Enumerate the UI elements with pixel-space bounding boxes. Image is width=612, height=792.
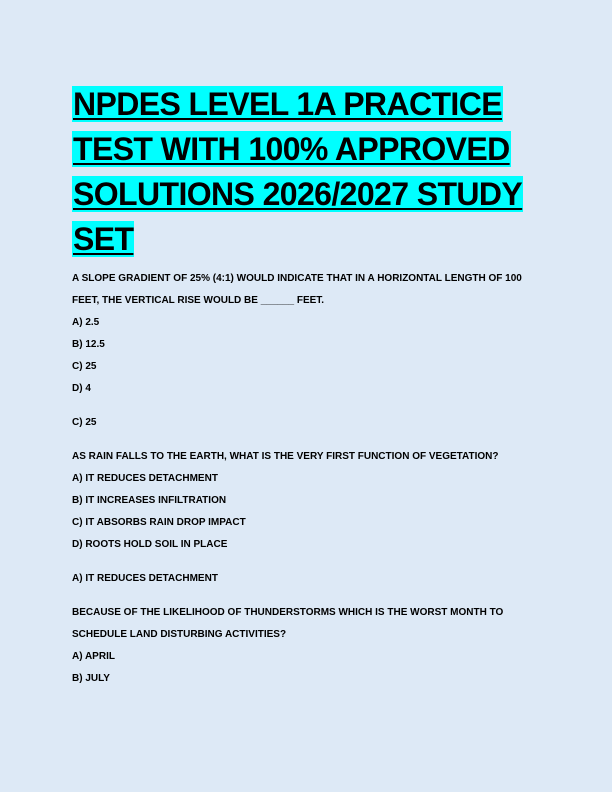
answer-option: A) APRIL <box>72 651 115 662</box>
page-title: NPDES LEVEL 1A PRACTICE TEST WITH 100% APPROVED SOLUTIONS 2026/2027 STUDY SET <box>73 86 523 257</box>
answer-option: B) JULY <box>72 673 110 684</box>
question-block <box>72 268 534 446</box>
answer-option: B) 12.5 <box>72 339 105 350</box>
answer-option: A) IT REDUCES DETACHMENT <box>72 473 218 484</box>
answer-option: A) 2.5 <box>72 317 100 328</box>
question-block <box>72 602 534 690</box>
answer-option: C) IT ABSORBS RAIN DROP IMPACT <box>72 517 246 528</box>
correct-answer: A) IT REDUCES DETACHMENT <box>72 573 218 584</box>
answer-option: D) 4 <box>72 383 91 394</box>
question-text: AS RAIN FALLS TO THE EARTH, WHAT IS THE VERY FIRST FUNCTION OF VEGETATION? <box>72 451 499 462</box>
answer-option: D) ROOTS HOLD SOIL IN PLACE <box>72 539 228 550</box>
question-block <box>72 446 534 602</box>
correct-answer: C) 25 <box>72 417 97 428</box>
answer-option: B) IT INCREASES INFILTRATION <box>72 495 227 506</box>
answer-option: C) 25 <box>72 361 97 372</box>
question-list <box>72 268 534 690</box>
question-text: A SLOPE GRADIENT OF 25% (4:1) WOULD INDICATE THAT IN A HORIZONTAL LENGTH OF 100 FEET, THE VERTICAL RISE WOULD BE ______ FEET. <box>72 273 522 306</box>
question-text: BECAUSE OF THE LIKELIHOOD OF THUNDERSTORMS WHICH IS THE WORST MONTH TO SCHEDULE LAND DISTURBING ACTIVITIES? <box>72 607 504 640</box>
